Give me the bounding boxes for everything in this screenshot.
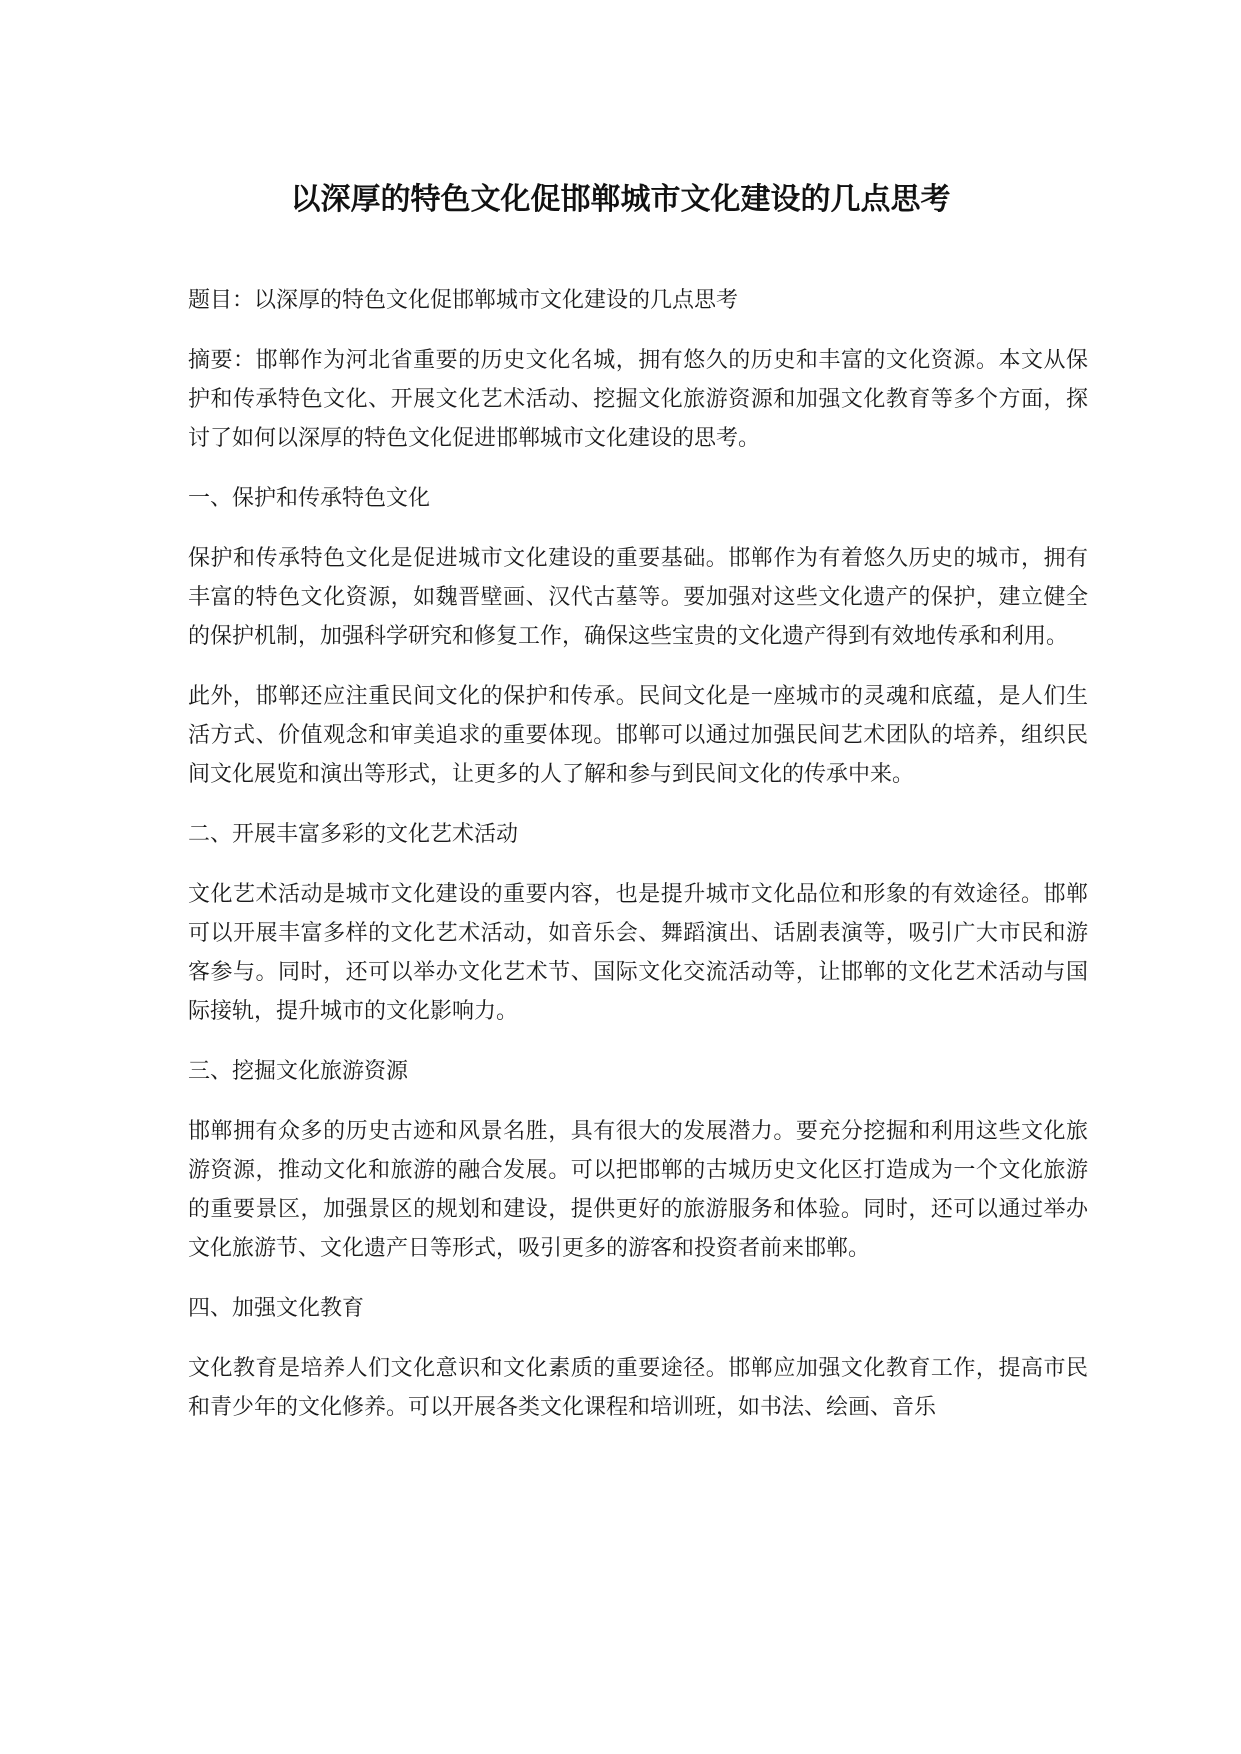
- section-heading-2: 二、开展丰富多彩的文化艺术活动: [188, 822, 519, 847]
- section-4-paragraph-1: 文化教育是培养人们文化意识和文化素质的重要途径。邯郸应加强文化教育工作，提高市民和青少年的文化修养。可以开展各类文化课程和培训班，如书法、绘画、音乐: [188, 1356, 1088, 1420]
- section-heading-1: 一、保护和传承特色文化: [188, 486, 431, 511]
- section-2-paragraph-1: 文化艺术活动是城市文化建设的重要内容，也是提升城市文化品位和形象的有效途径。邯郸可以开展丰富多样的文化艺术活动，如音乐会、舞蹈演出、话剧表演等，吸引广大市民和游客参与。同时，还可以举办文化艺术节、国际文化交流活动等，让邯郸的文化艺术活动与国际接轨，提升城市的文化影响力。: [188, 882, 1088, 1024]
- section-1-paragraph-1: 保护和传承特色文化是促进城市文化建设的重要基础。邯郸作为有着悠久历史的城市，拥有丰富的特色文化资源，如魏晋壁画、汉代古墓等。要加强对这些文化遗产的保护，建立健全的保护机制，加强科学研究和修复工作，确保这些宝贵的文化遗产得到有效地传承和利用。: [188, 546, 1088, 649]
- section-3-paragraph-1: 邯郸拥有众多的历史古迹和风景名胜，具有很大的发展潜力。要充分挖掘和利用这些文化旅游资源，推动文化和旅游的融合发展。可以把邯郸的古城历史文化区打造成为一个文化旅游的重要景区，加强景区的规划和建设，提供更好的旅游服务和体验。同时，还可以通过举办文化旅游节、文化遗产日等形式，吸引更多的游客和投资者前来邯郸。: [188, 1119, 1088, 1261]
- document-title: 以深厚的特色文化促邯郸城市文化建设的几点思考: [290, 182, 951, 217]
- document-body: [188, 281, 1088, 1427]
- section-1-paragraph-2: 此外，邯郸还应注重民间文化的保护和传承。民间文化是一座城市的灵魂和底蕴，是人们生活方式、价值观念和审美追求的重要体现。邯郸可以通过加强民间艺术团队的培养，组织民间文化展览和演出等形式，让更多的人了解和参与到民间文化的传承中来。: [188, 684, 1088, 787]
- abstract-paragraph: 摘要：邯郸作为河北省重要的历史文化名城，拥有悠久的历史和丰富的文化资源。本文从保护和传承特色文化、开展文化艺术活动、挖掘文化旅游资源和加强文化教育等多个方面，探讨了如何以深厚的特色文化促进邯郸城市文化建设的思考。: [188, 348, 1088, 451]
- section-heading-3: 三、挖掘文化旅游资源: [188, 1059, 409, 1084]
- subject-line: 题目：以深厚的特色文化促邯郸城市文化建设的几点思考: [188, 288, 739, 313]
- section-heading-4: 四、加强文化教育: [188, 1296, 365, 1321]
